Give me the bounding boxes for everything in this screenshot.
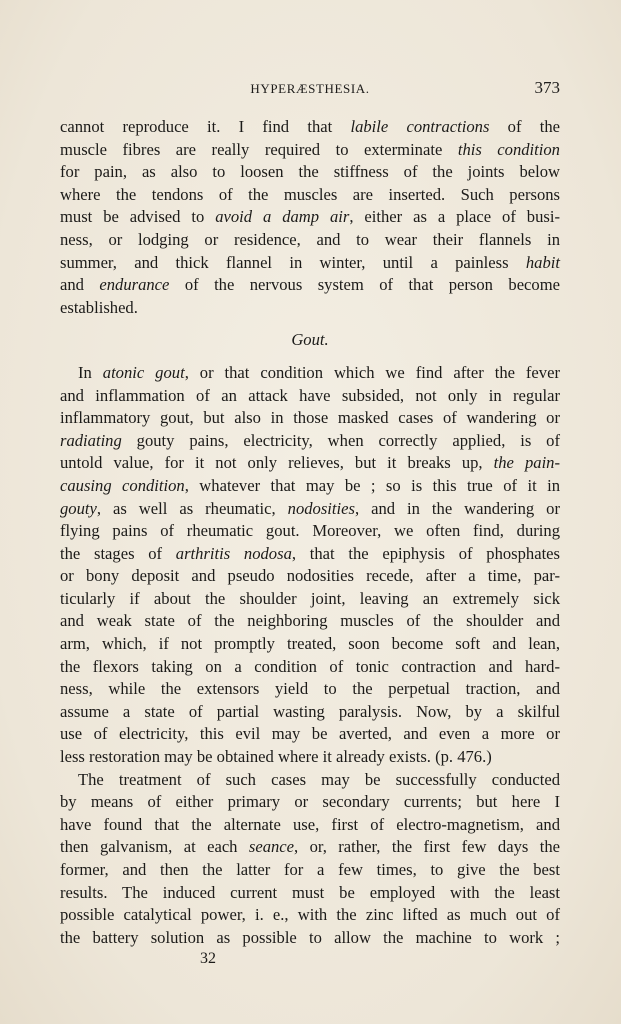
text-line <box>60 610 560 633</box>
text-segment: , or that condition which we find after the fever <box>184 362 560 382</box>
text-segment: must be advised to <box>60 207 216 227</box>
text-line <box>60 859 560 882</box>
text-segment: untold value, for it not only relieves, but it breaks up, <box>60 453 494 473</box>
text-line <box>60 161 560 184</box>
text-line <box>60 362 560 385</box>
text-segment: the battery solution as possible to allow the machine to work ; <box>60 927 560 947</box>
text-segment: possible catalytical power, i. e., with the zinc lifted as much out of <box>60 905 560 925</box>
italic-text: this condition <box>457 139 560 159</box>
text-segment: former, and then the latter for a few times, to give the best <box>60 860 560 879</box>
text-segment: , or, rather, the first few days the <box>294 837 560 857</box>
text-line <box>60 452 560 475</box>
text-segment: The treatment of such cases may be successfully conducted <box>78 769 560 789</box>
text-line <box>60 904 560 927</box>
text-line <box>60 814 560 837</box>
signature-mark: 32 <box>200 950 216 967</box>
text-segment: less restoration may be obtained where it already exists. (p. 476.) <box>60 747 492 767</box>
text-segment: of the nervous system of that person become <box>169 275 560 295</box>
text-segment: the stages of <box>60 543 176 563</box>
italic-text: radiating <box>60 430 122 450</box>
text-segment: the flexors taking on a condition of tonic contraction and hard- <box>60 656 560 676</box>
italic-text: the pain- <box>493 453 560 473</box>
text-segment: cannot reproduce it. I find that <box>60 117 351 136</box>
text-segment: summer, and thick flannel in winter, until a painless <box>60 252 526 272</box>
text-line <box>60 229 560 252</box>
text-segment: muscle fibres are really required to exterminate <box>60 139 458 159</box>
italic-text: Gout. <box>291 330 329 350</box>
text-line <box>60 206 560 229</box>
text-segment: In <box>78 362 103 382</box>
text-segment: and inflammation of an attack have subsided, not only in regular <box>60 385 560 405</box>
text-line <box>60 475 560 498</box>
text-line <box>60 139 560 162</box>
text-segment: use of electricity, this evil may be averted, and even a more or <box>60 724 560 744</box>
text-line <box>60 769 560 792</box>
text-segment: , that the epiphysis of phosphates <box>291 543 561 563</box>
text-line <box>60 184 560 207</box>
text-segment: arm, which, if not promptly treated, soon become soft and lean, <box>60 634 560 654</box>
text-line <box>60 791 560 814</box>
italic-text: gouty <box>60 498 97 518</box>
text-line <box>60 430 560 453</box>
text-line <box>60 565 560 588</box>
text-line <box>60 297 560 320</box>
page-header <box>60 78 560 100</box>
text-line <box>60 385 560 408</box>
text-line <box>60 520 560 543</box>
text-segment: , and in the wandering or <box>354 498 560 518</box>
text-segment: inflammatory gout, but also in those masked cases of wandering or <box>60 408 560 428</box>
italic-text: labile contractions <box>350 117 490 136</box>
text-line <box>60 882 560 905</box>
text-line <box>60 274 560 297</box>
italic-text: arthritis nodosa <box>175 543 292 563</box>
text-line <box>60 543 560 566</box>
text-line <box>60 252 560 275</box>
text-segment: then galvanism, at each <box>60 837 249 857</box>
text-segment: gouty pains, electricity, when correctly applied, is of <box>121 430 560 450</box>
text-line <box>60 927 560 950</box>
text-segment: by means of either primary or secondary currents; but here I <box>60 792 560 812</box>
text-segment: ness, or lodging or residence, and to wear their flannels in <box>60 229 560 249</box>
italic-text: nodosities <box>287 498 355 518</box>
text-line <box>60 633 560 656</box>
section-heading <box>60 329 560 352</box>
text-line <box>60 656 560 679</box>
running-head: HYPERÆSTHESIA. <box>250 81 370 96</box>
body-text <box>60 116 560 949</box>
text-segment: have found that the alternate use, first of electro-magnetism, and <box>60 814 560 834</box>
italic-text: seance <box>248 837 295 857</box>
text-segment: for pain, as also to loosen the stiffness of the joints below <box>60 162 560 182</box>
text-line <box>60 407 560 430</box>
page-number: 373 <box>534 78 560 97</box>
text-segment: ticularly if about the shoulder joint, leaving an extremely sick <box>60 588 560 608</box>
text-line <box>60 498 560 521</box>
text-segment: and <box>60 275 100 295</box>
text-line <box>60 678 560 701</box>
text-segment: and weak state of the neighboring muscles of the shoulder and <box>60 611 560 631</box>
text-segment: flying pains of rheumatic gout. Moreover, we often find, during <box>60 521 560 541</box>
text-line <box>60 723 560 746</box>
text-segment: ness, while the extensors yield to the perpetual traction, and <box>60 679 560 699</box>
text-line <box>60 701 560 724</box>
text-line <box>60 746 560 769</box>
italic-text: atonic gout <box>102 362 185 382</box>
italic-text: avoid a damp air <box>215 207 350 227</box>
text-segment: where the tendons of the muscles are inserted. Such persons <box>60 184 560 204</box>
text-line <box>60 836 560 859</box>
text-segment: established. <box>60 297 138 317</box>
text-segment: results. The induced current must be employed with the least <box>60 882 560 902</box>
text-segment: , either as a place of busi- <box>349 207 560 227</box>
text-segment: assume a state of partial wasting paralysis. Now, by a skilful <box>60 701 560 721</box>
text-segment: , as well as rheumatic, <box>96 498 288 518</box>
text-line <box>60 588 560 611</box>
text-segment: or bony deposit and pseudo nodosities recede, after a time, par- <box>60 566 560 586</box>
italic-text: habit <box>525 252 560 272</box>
text-segment: of the <box>489 117 560 136</box>
italic-text: endurance <box>99 275 170 295</box>
italic-text: causing condition <box>60 475 185 495</box>
text-line <box>60 116 560 139</box>
text-segment: , whatever that may be ; so is this true of it in <box>184 475 561 495</box>
